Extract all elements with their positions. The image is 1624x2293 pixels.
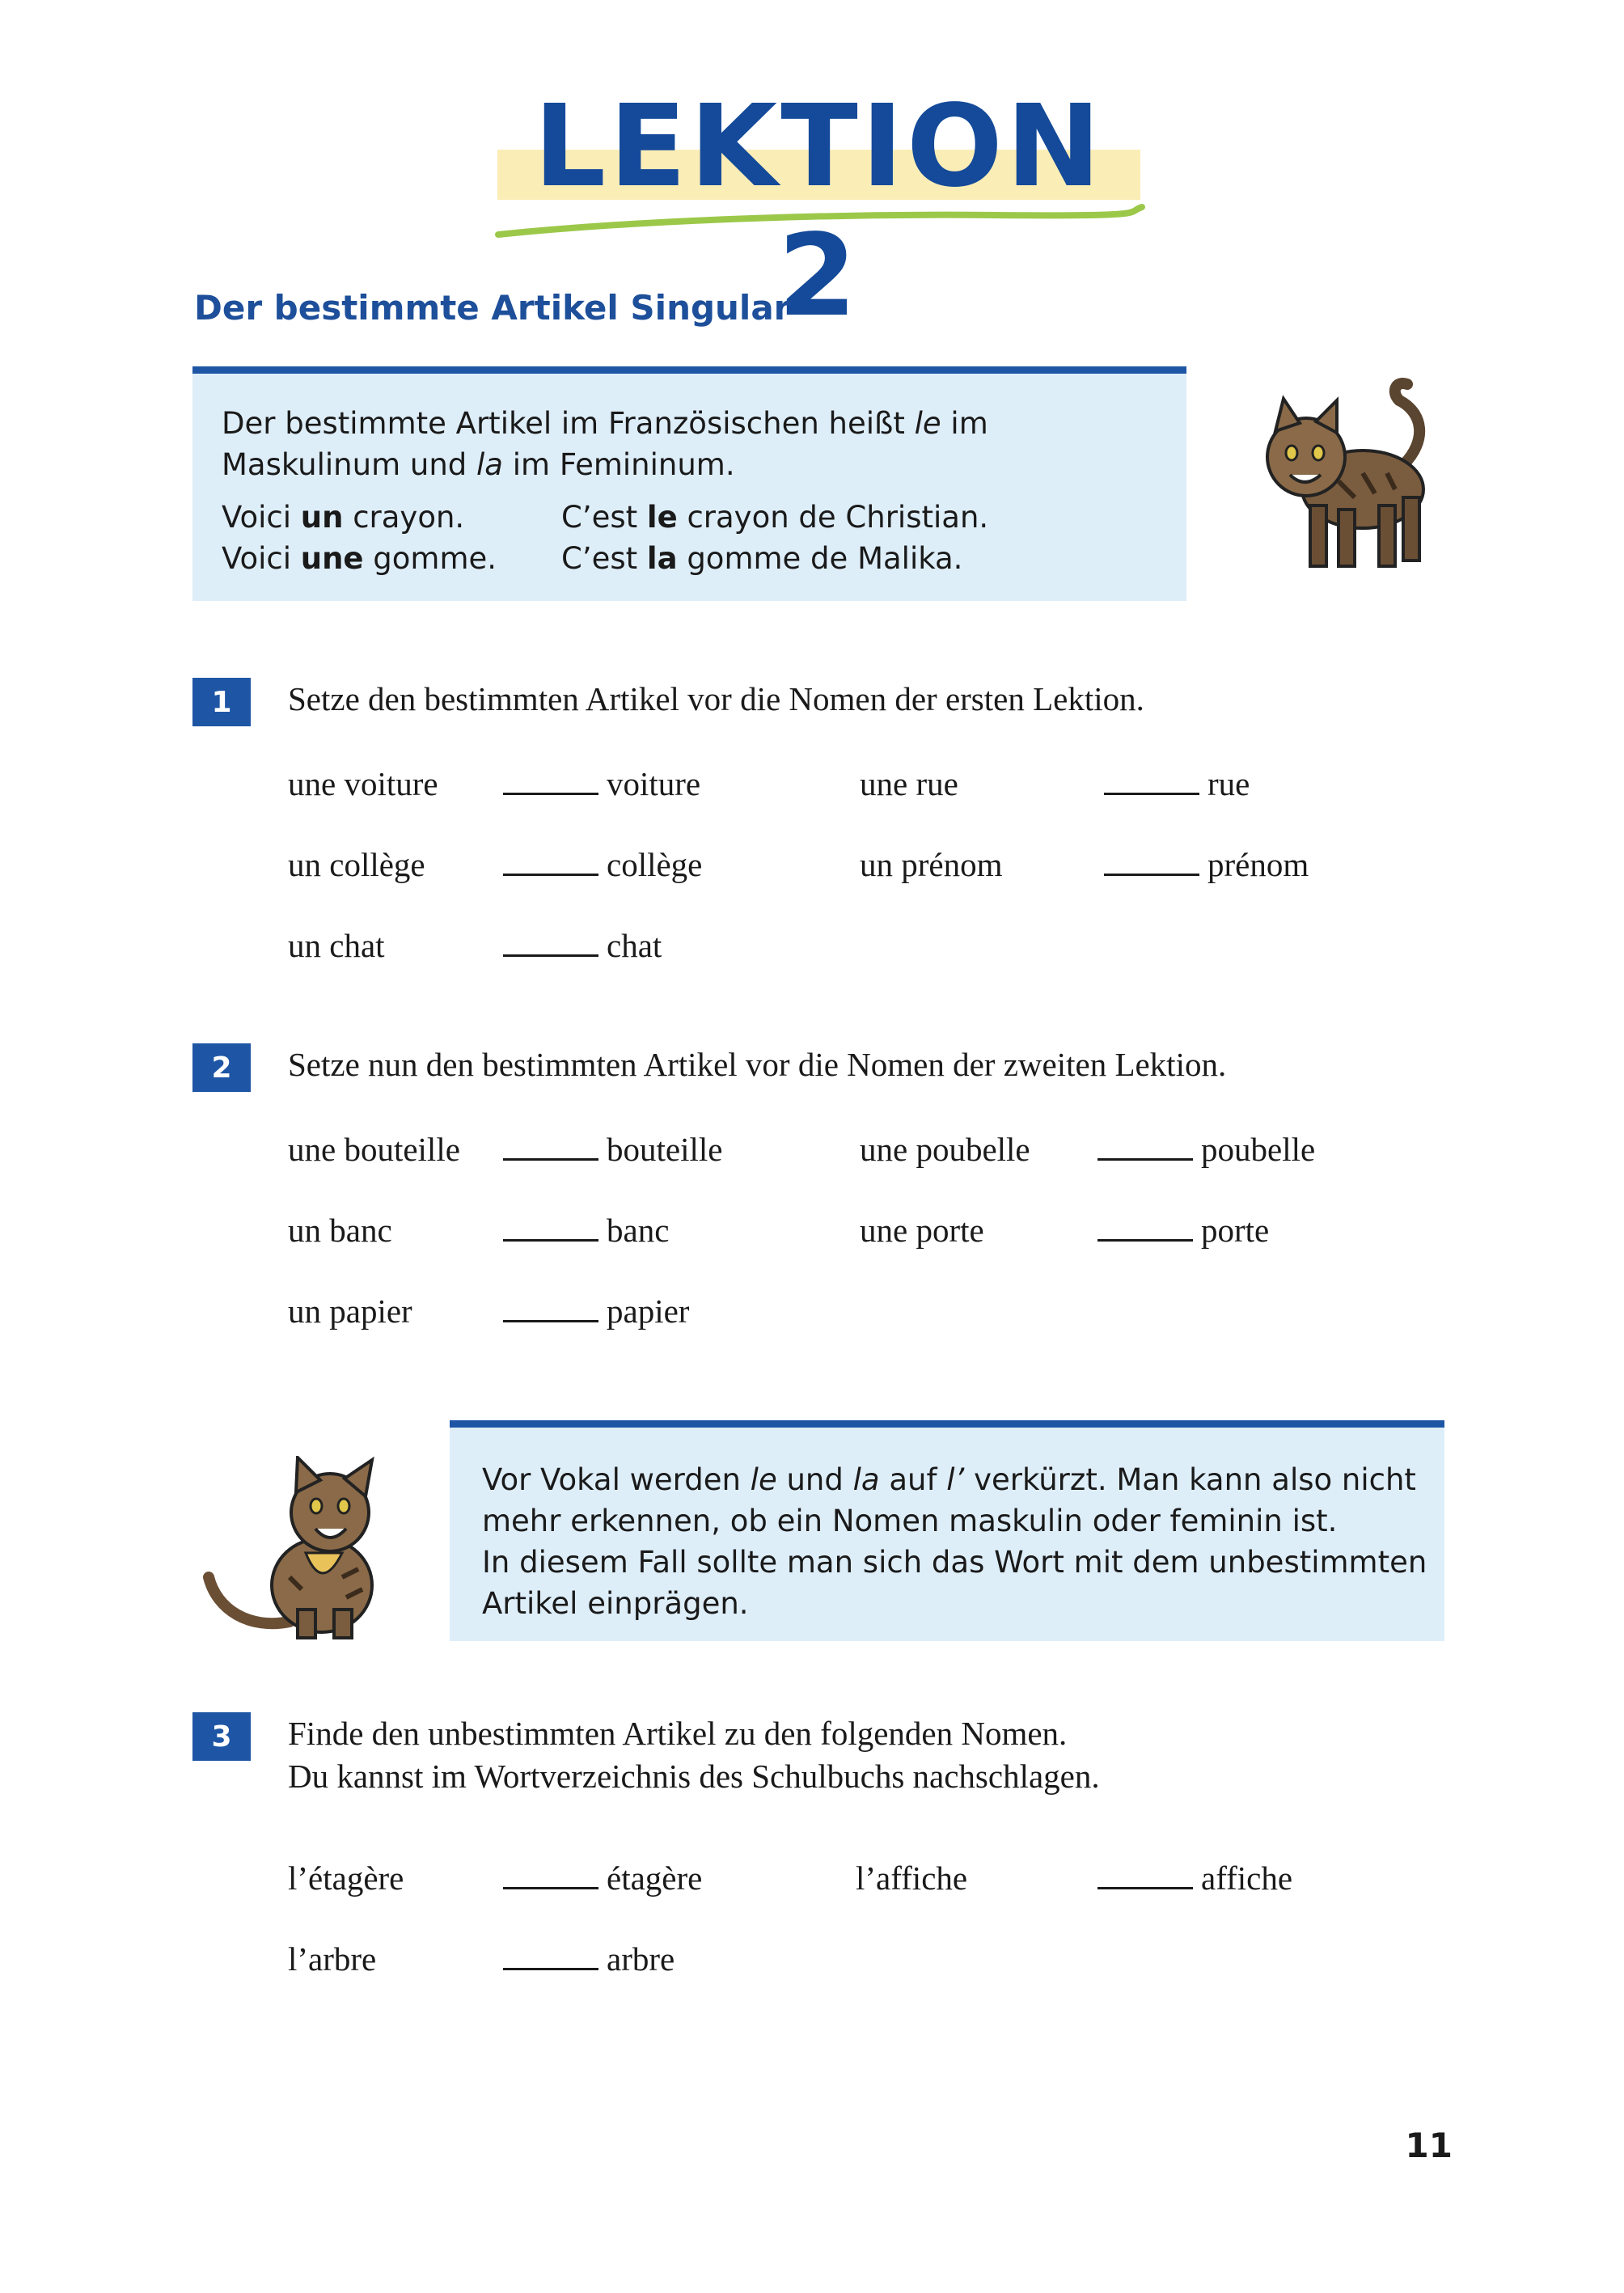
rule-info-box (192, 366, 1186, 601)
answer-blank[interactable] (1104, 849, 1199, 876)
article-answer-item[interactable]: voiture (503, 764, 700, 804)
answer-blank[interactable] (503, 1296, 598, 1322)
given-noun: une poubelle (860, 1131, 1030, 1168)
answer-blank[interactable] (503, 930, 598, 957)
vowel-rule-line: Vor Vokal werden le und la auf l’ verkürzt. Man kann also nicht (482, 1462, 1416, 1497)
given-noun: une voiture (288, 765, 438, 802)
answer-blank[interactable] (503, 1134, 598, 1161)
answer-blank[interactable] (503, 1863, 598, 1889)
answer-blank[interactable] (503, 768, 598, 795)
answer-blank[interactable] (503, 849, 598, 876)
page-title: LEKTION 2 (533, 81, 1105, 342)
article-answer-item[interactable]: rue (1104, 764, 1250, 804)
page-number: 11 (1405, 2126, 1453, 2165)
article-answer-item[interactable]: papier (503, 1291, 689, 1331)
answer-blank[interactable] (1104, 768, 1199, 795)
answer-blank[interactable] (503, 1944, 598, 1970)
given-noun: un chat (288, 927, 385, 964)
answer-blank[interactable] (1097, 1863, 1193, 1889)
exercise-instruction: Setze nun den bestimmten Artikel vor die Nomen der zweiten Lektion. (288, 1046, 1227, 1083)
answer-blank[interactable] (503, 1215, 598, 1242)
given-noun: un collège (288, 846, 425, 883)
article-answer-item[interactable]: poubelle (1097, 1129, 1315, 1170)
answer-blank[interactable] (1097, 1215, 1193, 1242)
title-underline (495, 202, 1146, 243)
given-noun: une porte (860, 1212, 984, 1249)
section-heading: Der bestimmte Artikel Singular (194, 288, 791, 328)
article-answer-item[interactable]: bouteille (503, 1129, 722, 1170)
article-answer-item[interactable]: chat (503, 925, 662, 966)
article-answer-item[interactable]: étagère (503, 1858, 702, 1898)
example-row: Voici un crayon. C’est le crayon de Christian. (222, 500, 989, 535)
vowel-rule-line: Artikel einprägen. (482, 1586, 749, 1621)
article-answer-item[interactable]: prénom (1104, 844, 1309, 885)
exercise-instruction: Setze den bestimmten Artikel vor die Nomen der ersten Lektion. (288, 680, 1144, 717)
article-answer-item[interactable]: arbre (503, 1939, 675, 1979)
given-noun: un prénom (860, 846, 1003, 883)
exercise-number-badge: 2 (192, 1043, 251, 1092)
exercise-number-badge: 1 (192, 678, 251, 726)
sitting-cat-illustration (201, 1456, 395, 1650)
given-noun: l’étagère (288, 1859, 404, 1897)
given-noun: une bouteille (288, 1131, 460, 1168)
article-answer-item[interactable]: banc (503, 1210, 669, 1250)
given-noun: un banc (288, 1212, 392, 1249)
rule-text: Der bestimmte Artikel im Französischen heißt le im Maskulinum und la im Femininum. (222, 406, 988, 482)
given-noun: un papier (288, 1292, 412, 1330)
article-answer-item[interactable]: collège (503, 844, 702, 885)
given-noun: l’affiche (856, 1859, 968, 1897)
vowel-rule-line: In diesem Fall sollte man sich das Wort mit dem unbestimmten (482, 1545, 1427, 1580)
example-row: Voici une gomme. C’est la gomme de Malika. (222, 541, 963, 576)
answer-blank[interactable] (1097, 1134, 1193, 1161)
given-noun: l’arbre (288, 1940, 377, 1978)
given-noun: une rue (860, 765, 958, 802)
article-answer-item[interactable]: affiche (1097, 1858, 1292, 1898)
vowel-rule-line: mehr erkennen, ob ein Nomen maskulin oder feminin ist. (482, 1504, 1338, 1538)
article-answer-item[interactable]: porte (1097, 1210, 1269, 1250)
vowel-info-box (450, 1420, 1444, 1641)
exercise-number-badge: 3 (192, 1712, 251, 1761)
exercise-instruction: Finde den unbestimmten Artikel zu den folgenden Nomen. Du kannst im Wortverzeichnis des Schulbuchs nachschlagen. (288, 1715, 1100, 1795)
standing-cat-illustration (1241, 368, 1452, 582)
